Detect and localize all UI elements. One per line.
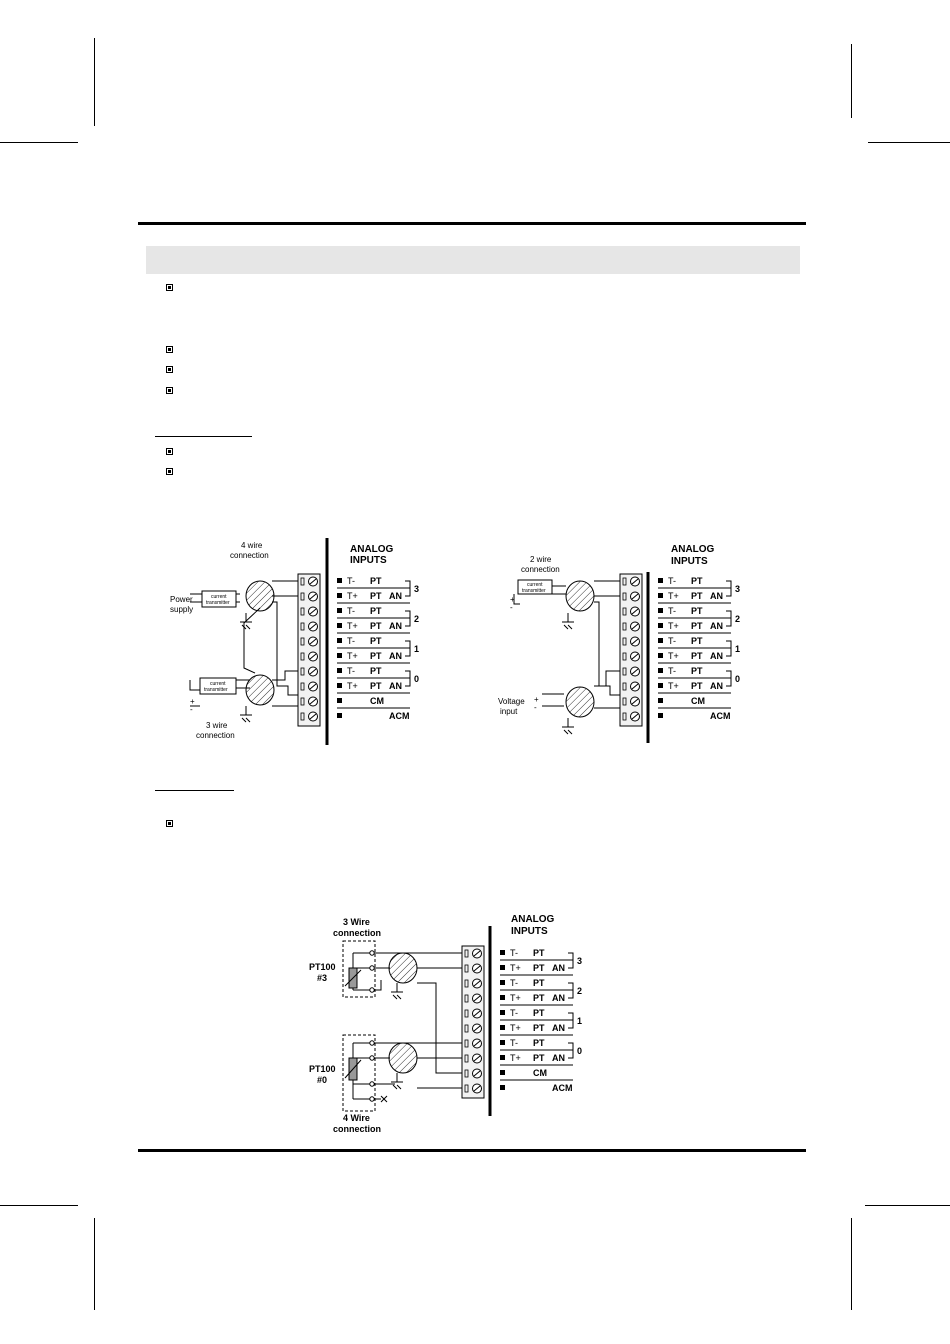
svg-text:2 wire: 2 wire	[530, 555, 552, 564]
header-rule	[138, 222, 806, 225]
svg-text:PT100: PT100	[309, 1064, 336, 1074]
svg-text:PT: PT	[691, 651, 703, 661]
svg-text:AN: AN	[389, 591, 402, 601]
svg-text:ACM: ACM	[389, 711, 410, 721]
svg-text:PT: PT	[533, 978, 545, 988]
svg-text:PT: PT	[370, 576, 382, 586]
svg-text:T+: T+	[347, 651, 358, 661]
svg-text:AN: AN	[389, 681, 402, 691]
svg-text:T+: T+	[510, 963, 521, 973]
svg-text:T-: T-	[668, 666, 676, 676]
svg-text:2: 2	[414, 614, 420, 624]
svg-text:PT: PT	[533, 993, 545, 1003]
svg-text:#0: #0	[317, 1075, 328, 1085]
crop-mark	[0, 142, 78, 143]
svg-text:3: 3	[735, 584, 741, 594]
bullet-marker	[166, 387, 173, 394]
subheading-underline	[155, 436, 252, 437]
svg-text:#3: #3	[317, 973, 328, 983]
section-heading-band	[146, 246, 800, 274]
svg-text:3: 3	[414, 584, 420, 594]
svg-text:input: input	[500, 707, 518, 716]
svg-text:1: 1	[735, 644, 741, 654]
svg-text:connection: connection	[333, 928, 382, 938]
svg-text:ACM: ACM	[552, 1083, 573, 1093]
svg-text:T-: T-	[347, 666, 355, 676]
footer-rule	[138, 1149, 806, 1152]
svg-text:-: -	[190, 705, 193, 714]
svg-text:+: +	[534, 695, 539, 704]
svg-text:PT: PT	[370, 666, 382, 676]
crop-mark	[0, 1205, 78, 1206]
svg-text:2: 2	[577, 986, 583, 996]
svg-text:PT: PT	[533, 963, 545, 973]
svg-text:Voltage: Voltage	[498, 697, 525, 706]
svg-text:4 wire: 4 wire	[241, 541, 263, 550]
svg-text:current: current	[210, 681, 226, 687]
svg-text:AN: AN	[389, 651, 402, 661]
svg-text:ANALOG: ANALOG	[511, 914, 555, 925]
crop-mark	[868, 142, 950, 143]
svg-text:PT: PT	[370, 621, 382, 631]
resistor-icon	[345, 968, 361, 1080]
svg-text:0: 0	[414, 674, 420, 684]
svg-text:PT: PT	[370, 606, 382, 616]
crop-mark	[94, 38, 95, 126]
svg-text:connection: connection	[230, 551, 269, 560]
svg-text:AN: AN	[552, 1053, 565, 1063]
svg-text:3 Wire: 3 Wire	[343, 917, 370, 927]
svg-text:T+: T+	[510, 1023, 521, 1033]
svg-text:PT: PT	[370, 681, 382, 691]
svg-text:4 Wire: 4 Wire	[343, 1113, 370, 1123]
wiring-diagram-4wire-3wire	[160, 538, 460, 750]
crop-mark	[865, 1205, 950, 1206]
crop-mark	[851, 1218, 852, 1310]
svg-text:connection: connection	[333, 1124, 382, 1134]
svg-text:AN: AN	[552, 1023, 565, 1033]
svg-text:PT: PT	[533, 948, 545, 958]
svg-text:3: 3	[577, 956, 583, 966]
svg-text:T+: T+	[668, 591, 679, 601]
svg-text:current: current	[211, 594, 227, 600]
bullet-marker	[166, 468, 173, 475]
svg-text:ACM: ACM	[710, 711, 731, 721]
svg-text:AN: AN	[710, 591, 723, 601]
svg-text:transmitter: transmitter	[206, 600, 230, 606]
svg-text:CM: CM	[533, 1068, 547, 1078]
bullet-marker	[166, 448, 173, 455]
svg-text:T+: T+	[347, 681, 358, 691]
svg-text:1: 1	[577, 1016, 583, 1026]
svg-text:PT: PT	[691, 621, 703, 631]
shielded-cable	[389, 953, 417, 1073]
svg-text:PT100: PT100	[309, 962, 336, 972]
svg-text:AN: AN	[389, 621, 402, 631]
svg-text:AN: AN	[710, 651, 723, 661]
svg-text:-: -	[534, 703, 537, 712]
svg-text:Power: Power	[170, 595, 193, 604]
svg-text:connection: connection	[521, 565, 560, 574]
svg-text:current: current	[527, 582, 543, 588]
svg-text:0: 0	[577, 1046, 583, 1056]
svg-text:AN: AN	[552, 963, 565, 973]
svg-text:ANALOG: ANALOG	[671, 544, 715, 555]
svg-text:T+: T+	[668, 651, 679, 661]
crop-mark	[94, 1218, 95, 1310]
svg-text:PT: PT	[533, 1038, 545, 1048]
svg-text:T-: T-	[668, 636, 676, 646]
svg-text:T+: T+	[347, 621, 358, 631]
svg-text:AN: AN	[710, 621, 723, 631]
ground-icon	[240, 613, 252, 722]
svg-text:-: -	[510, 603, 513, 612]
svg-text:T+: T+	[668, 621, 679, 631]
svg-text:INPUTS: INPUTS	[511, 926, 548, 937]
svg-text:PT: PT	[691, 591, 703, 601]
svg-text:PT: PT	[533, 1008, 545, 1018]
svg-text:T-: T-	[347, 636, 355, 646]
svg-text:T-: T-	[510, 1038, 518, 1048]
svg-text:1: 1	[414, 644, 420, 654]
svg-text:PT: PT	[370, 636, 382, 646]
svg-text:+: +	[510, 595, 515, 604]
svg-text:PT: PT	[691, 606, 703, 616]
svg-text:T-: T-	[668, 576, 676, 586]
wiring-diagram-2wire-voltage	[496, 538, 796, 750]
svg-text:transmitter: transmitter	[204, 687, 228, 693]
svg-text:T-: T-	[347, 576, 355, 586]
bullet-marker	[166, 820, 173, 827]
svg-text:INPUTS: INPUTS	[671, 556, 708, 567]
terminal-labels	[337, 576, 410, 721]
bullet-marker	[166, 346, 173, 353]
svg-text:supply: supply	[170, 605, 194, 614]
svg-text:PT: PT	[691, 666, 703, 676]
svg-text:CM: CM	[691, 696, 705, 706]
shielded-cable	[566, 581, 594, 717]
svg-text:T+: T+	[668, 681, 679, 691]
svg-text:2: 2	[735, 614, 741, 624]
svg-text:PT: PT	[691, 681, 703, 691]
svg-text:AN: AN	[552, 993, 565, 1003]
svg-text:PT: PT	[533, 1053, 545, 1063]
svg-text:AN: AN	[710, 681, 723, 691]
svg-text:T+: T+	[510, 1053, 521, 1063]
svg-text:T+: T+	[510, 993, 521, 1003]
subheading-underline	[155, 790, 234, 791]
svg-text:CM: CM	[370, 696, 384, 706]
svg-text:3 wire: 3 wire	[206, 721, 228, 730]
svg-text:T-: T-	[668, 606, 676, 616]
svg-text:PT: PT	[691, 576, 703, 586]
svg-text:PT: PT	[691, 636, 703, 646]
ground-icon	[562, 613, 574, 734]
svg-text:+: +	[190, 697, 195, 706]
analog-inputs-header: ANALOG	[350, 544, 394, 555]
svg-text:PT: PT	[533, 1023, 545, 1033]
analog-inputs-header: INPUTS	[350, 555, 387, 566]
crop-mark	[851, 44, 852, 118]
bullet-marker	[166, 284, 173, 291]
svg-text:PT: PT	[370, 591, 382, 601]
wiring-diagram-pt100	[305, 912, 610, 1137]
svg-text:T-: T-	[347, 606, 355, 616]
svg-text:T-: T-	[510, 1008, 518, 1018]
svg-text:0: 0	[735, 674, 741, 684]
svg-text:transmitter: transmitter	[522, 588, 546, 594]
svg-text:T-: T-	[510, 978, 518, 988]
svg-text:PT: PT	[370, 651, 382, 661]
shielded-cable	[246, 581, 274, 705]
svg-text:T+: T+	[347, 591, 358, 601]
bullet-marker	[166, 366, 173, 373]
svg-text:connection: connection	[196, 731, 235, 740]
svg-text:T-: T-	[510, 948, 518, 958]
